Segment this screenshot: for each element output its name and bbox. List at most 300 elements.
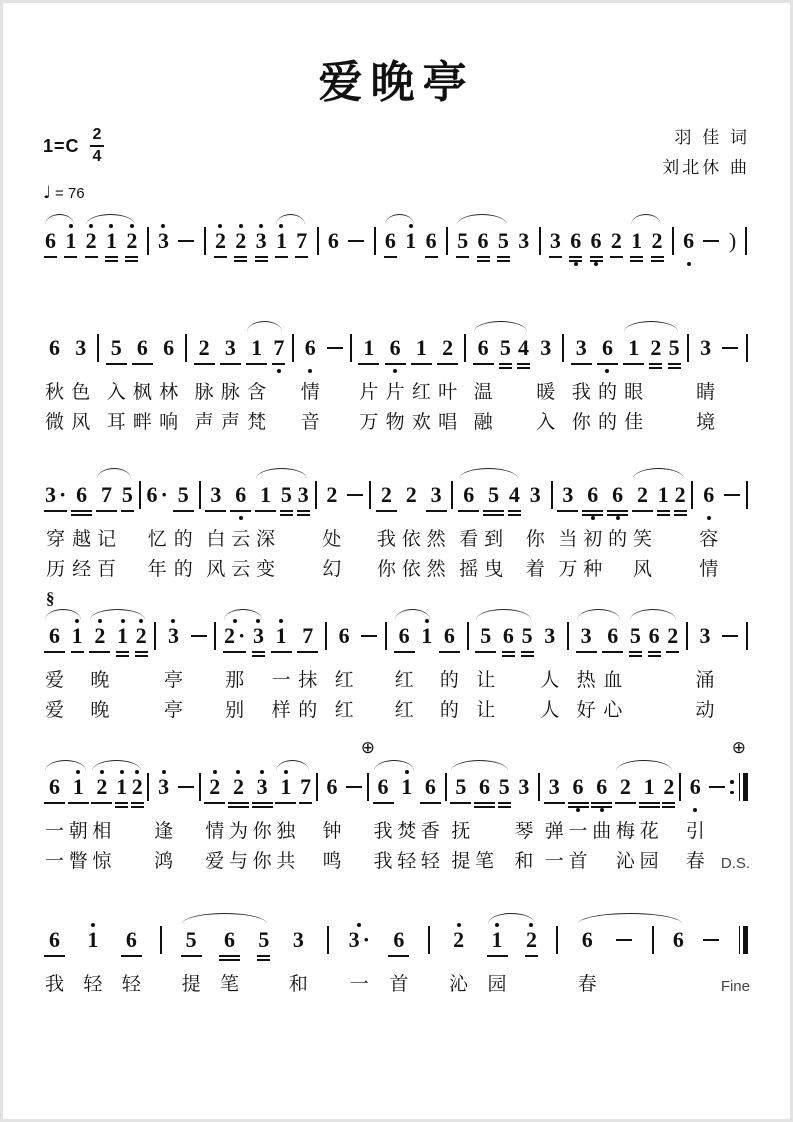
lyric-syllable: 入 [536, 412, 556, 434]
underline-zone [275, 800, 296, 808]
underline-zone [456, 254, 469, 262]
barline [160, 926, 162, 954]
glyph-row [573, 774, 584, 800]
note-digit: 1 [401, 774, 413, 800]
glyph-row [709, 774, 725, 800]
lyric-syllable: 脉 [220, 382, 240, 404]
underline-zone [348, 953, 371, 961]
underline-zone [590, 254, 603, 262]
octave-dot-below [707, 516, 711, 520]
note-token [622, 326, 645, 437]
underline-zone [477, 254, 490, 262]
note-digit: 6 [572, 774, 584, 800]
note-token [375, 473, 398, 584]
note-digit: 6 [443, 623, 455, 649]
underline-zone [662, 800, 675, 808]
underline-zone [498, 800, 511, 808]
beam-underline [632, 510, 653, 512]
lyric-syllable: 一 [45, 851, 65, 873]
glyph-row [224, 927, 235, 953]
note-digit: 5 [280, 482, 292, 508]
lyric-syllable: 惊 [92, 851, 112, 873]
lyric-syllable: 你 [376, 559, 396, 581]
barline [551, 481, 553, 509]
beam-underline [615, 802, 636, 804]
underline-zone [651, 254, 664, 262]
note-digit: 6 [502, 623, 514, 649]
note-digit: 2 [235, 228, 247, 254]
symbol-token [323, 614, 329, 725]
lyric-syllable: 曲 [592, 821, 612, 843]
lyric-syllable: 的 [597, 412, 617, 434]
barline [97, 334, 99, 362]
lyric-syllable: 曳 [484, 559, 504, 581]
lyric-syllable: 焚 [397, 821, 417, 843]
note-token [473, 765, 496, 876]
note-token [520, 614, 535, 725]
note-digit: 6 [463, 482, 475, 508]
underline-zone [345, 800, 363, 808]
glyph-row [480, 623, 491, 649]
glyph-row [431, 482, 442, 508]
underline-zone [288, 953, 309, 961]
symbol-token [315, 219, 321, 270]
beam-underline [497, 256, 510, 258]
glyph-row [349, 927, 370, 953]
note-token [576, 918, 599, 999]
glyph-row [326, 482, 337, 508]
lyric-syllable: 唱 [438, 412, 458, 434]
note-digit: 3 [548, 774, 560, 800]
glyph-row [178, 228, 194, 254]
note-digit: 1 [116, 774, 128, 800]
beam-underline [477, 256, 490, 258]
glyph-row [347, 482, 363, 508]
note-digit: 6 [377, 774, 389, 800]
note-token [245, 326, 268, 437]
underline-zone [89, 649, 110, 657]
note-token [697, 473, 720, 584]
note-digit: 1 [415, 335, 427, 361]
symbol-token [202, 219, 208, 270]
octave-dot-slot-above [405, 765, 409, 774]
beam-underline [275, 256, 288, 258]
octave-dot-slot-below [239, 516, 243, 524]
beam-underline [502, 655, 515, 657]
note-digit: 6 [612, 482, 624, 508]
beam-underline [630, 260, 643, 262]
barline [385, 622, 387, 650]
lyric-syllable: 声 [194, 412, 214, 434]
note-token [172, 473, 195, 584]
underline-zone [158, 361, 179, 369]
beam-underline [483, 510, 504, 512]
note-digit: 3 [348, 927, 360, 953]
note-token [496, 219, 511, 270]
lyric-syllable: 畔 [132, 412, 152, 434]
glyph-row [703, 228, 719, 254]
underline-zone [615, 953, 633, 961]
beam-underline [674, 510, 687, 512]
beam-underline [674, 514, 687, 516]
beam-underline [498, 806, 511, 808]
note-digit: 6 [648, 623, 660, 649]
underline-zone [271, 649, 292, 657]
underline-zone [474, 800, 495, 808]
underline-zone [463, 361, 467, 369]
lyric-syllable: 云 [231, 559, 251, 581]
barline [147, 773, 149, 801]
glyph-row [562, 335, 564, 361]
underline-zone [153, 649, 157, 657]
beam-underline [411, 363, 432, 365]
beam-underline [44, 256, 57, 258]
note-token [152, 765, 175, 876]
glyph-row [49, 774, 60, 800]
glyph-row [596, 774, 607, 800]
glyph-row [325, 623, 327, 649]
closing-paren: ) [728, 228, 737, 254]
lyric-syllable: 当 [558, 529, 578, 551]
note-digit: 3 [529, 482, 541, 508]
note-digit: 6 [477, 335, 489, 361]
underline-zone [358, 361, 379, 369]
beam-underline [425, 256, 438, 258]
note-token [424, 219, 439, 270]
glyph-row [374, 228, 376, 254]
glyph-row [457, 228, 468, 254]
note-digit: 3 [167, 623, 179, 649]
underline-zone [146, 254, 150, 262]
underline-zone [437, 361, 458, 369]
beam-underline [639, 802, 660, 804]
glyph-row [147, 774, 149, 800]
note-token [400, 473, 423, 584]
octave-dot-slot-below [277, 369, 281, 377]
note-token [596, 326, 619, 437]
note-token [419, 765, 442, 876]
lyric-syllable: 睛 [696, 382, 716, 404]
glyph-row [122, 482, 133, 508]
glyph-row [551, 482, 553, 508]
underline-zone [602, 649, 623, 657]
note-digit: 6 [49, 335, 60, 361]
beam-underline [473, 363, 494, 365]
underline-zone [615, 800, 636, 808]
octave-dot-slot-above [218, 219, 222, 228]
beam-underline [205, 510, 226, 512]
beam-underline [591, 802, 612, 804]
underline-zone [427, 953, 431, 961]
note-digit: 6 [49, 927, 60, 953]
lyric-syllable: 经 [72, 559, 92, 581]
glyph-row [683, 228, 694, 254]
octave-dot-slot-below [574, 262, 578, 270]
glyph-row [204, 228, 206, 254]
underline-zone [177, 254, 195, 262]
glyph-row [550, 228, 561, 254]
underline-zone [561, 361, 565, 369]
underline-zone [190, 649, 208, 657]
beam-underline [116, 655, 129, 657]
glyph-row [539, 228, 541, 254]
glyph-row [256, 228, 267, 254]
glyph-row [280, 774, 291, 800]
lyric-syllable: 好 [576, 700, 596, 722]
beam-underline [388, 955, 409, 957]
note-token [457, 473, 480, 584]
lyric-syllable: 爱 [205, 851, 225, 873]
underline-zone [326, 361, 344, 369]
octave-dot-slot-above [279, 614, 283, 623]
lyric-syllable: 轻 [83, 974, 103, 996]
underline-zone [366, 800, 370, 808]
note-digit: 6 [479, 774, 491, 800]
glyph-row [746, 335, 748, 361]
symbol-token [95, 326, 101, 437]
barline [292, 334, 294, 362]
glyph-row [348, 228, 364, 254]
note-token [43, 473, 68, 584]
symbol-token [449, 473, 455, 584]
underline-zone [420, 649, 433, 657]
lyric-syllable: 让 [476, 700, 496, 722]
lyric-syllable: 别 [225, 700, 245, 722]
note-token [436, 326, 459, 437]
glyph-row [136, 623, 147, 649]
glyph-row [679, 774, 681, 800]
beam-underline [521, 651, 534, 653]
symbol-token [290, 326, 296, 437]
note-digit: 2 [674, 482, 686, 508]
note-token [114, 765, 129, 876]
symbol-token [701, 219, 721, 270]
underline-zone [623, 361, 644, 369]
symbol-token [685, 326, 691, 437]
note-digit: 3 [540, 335, 552, 361]
key-and-time-signature [43, 127, 104, 165]
lyric-syllable: 的 [298, 700, 318, 722]
lyric-syllable: 耳 [106, 412, 126, 434]
octave-dot-slot-below [605, 369, 609, 377]
augmentation-dot: · [237, 623, 246, 649]
lyric-syllable: 叶 [438, 382, 458, 404]
underline-zone [300, 361, 321, 369]
lyric-syllable: 变 [256, 559, 276, 581]
glyph-row [405, 228, 416, 254]
glyph-row [302, 623, 313, 649]
note-digit: 5 [457, 228, 469, 254]
note-token [43, 918, 66, 999]
note-digit: 6 [590, 228, 602, 254]
note-token [298, 765, 313, 876]
note-token [84, 219, 99, 270]
note-token [104, 219, 119, 270]
note-token [568, 219, 583, 270]
note-digit: 4 [518, 335, 530, 361]
repeat-dot [730, 780, 734, 784]
lyric-syllable: 我 [373, 821, 393, 843]
lyric-syllable: 首 [568, 851, 588, 873]
augmentation-dot: · [160, 482, 168, 508]
underline-zone [315, 800, 319, 808]
beam-underline [96, 510, 117, 512]
beam-underline [569, 256, 582, 258]
glyph-row [611, 228, 622, 254]
note-token [384, 326, 407, 437]
underline-zone [695, 361, 716, 369]
note-digit: 1 [363, 335, 375, 361]
note-digit: 6 [601, 335, 613, 361]
notes-row [43, 473, 750, 584]
underline-zone [44, 361, 65, 369]
note-token [43, 589, 66, 725]
underline-zone [131, 800, 144, 808]
glyph-row [328, 228, 339, 254]
note-digit: 6 [125, 927, 137, 953]
underline-zone [445, 254, 449, 262]
symbol-token [383, 614, 389, 725]
beam-underline [297, 510, 310, 512]
note-digit: 2 [636, 482, 648, 508]
underline-zone [146, 508, 169, 516]
lyric-syllable: 心 [603, 700, 623, 722]
underline-zone [576, 649, 597, 657]
notes-row [43, 738, 750, 876]
note-token [543, 765, 566, 876]
note-digit: 6 [49, 774, 60, 800]
underline-zone [639, 800, 660, 808]
note-token [556, 473, 579, 584]
underline-zone [458, 508, 479, 516]
note-token [279, 473, 294, 584]
note-token [43, 765, 66, 876]
note-token [609, 219, 624, 270]
note-digit: 1 [87, 927, 99, 953]
note-token [575, 614, 598, 725]
underline-zone [121, 953, 142, 961]
beam-underline [181, 955, 202, 957]
note-token [357, 326, 380, 437]
underline-zone [299, 800, 312, 808]
glyph-row [235, 228, 246, 254]
symbol-token [197, 473, 203, 584]
music-system [43, 589, 750, 725]
underline-zone [708, 800, 726, 808]
note-token [628, 614, 643, 725]
note-token [403, 219, 418, 270]
beam-underline [71, 514, 92, 516]
beam-underline [234, 260, 247, 262]
underline-zone [205, 508, 226, 516]
beam-underline [44, 802, 65, 804]
beam-underline [384, 256, 397, 258]
glyph-row [620, 774, 631, 800]
octave-dot-slot-below [616, 516, 620, 524]
symbol-token [443, 765, 449, 876]
note-token [512, 765, 535, 876]
glyph-row [722, 623, 738, 649]
glyph-row [672, 228, 674, 254]
underline-zone [682, 254, 695, 262]
glyph-row [687, 335, 689, 361]
thin-barline [739, 773, 741, 801]
sustain-dash [346, 786, 362, 788]
meta-row [43, 123, 750, 181]
note-digit: 6 [607, 623, 619, 649]
underline-zone [297, 508, 310, 516]
segno-icon: § [46, 589, 55, 609]
beam-underline [639, 806, 660, 808]
octave-dot-below [687, 262, 691, 266]
glyph-row [49, 623, 60, 649]
symbol-token [554, 918, 560, 999]
glyph-row [746, 623, 748, 649]
note-digit: 6 [76, 482, 88, 508]
beam-underline [571, 363, 592, 365]
note-digit: 6 [235, 482, 247, 508]
glyph-row [76, 482, 87, 508]
lyric-syllable: 人 [540, 670, 560, 692]
underline-zone [96, 361, 100, 369]
glyph-row [729, 228, 736, 254]
underline-zone [497, 254, 510, 262]
glyph-row [111, 335, 122, 361]
note-token [256, 918, 271, 999]
glyph-row [425, 774, 436, 800]
glyph-row [745, 228, 747, 254]
octave-dot-slot-above [121, 614, 125, 623]
beam-underline [477, 260, 490, 262]
lyric-syllable: 风 [71, 412, 91, 434]
note-digit: 6 [327, 228, 339, 254]
symbol-token [212, 614, 218, 725]
note-digit: 5 [629, 623, 641, 649]
glyph-row [567, 623, 569, 649]
glyph-row [526, 927, 537, 953]
symbol-token [367, 473, 373, 584]
sustain-dash [616, 939, 632, 941]
glyph-row [446, 228, 448, 254]
underline-zone [582, 508, 603, 516]
note-digit: 2 [96, 774, 108, 800]
note-digit: 6 [136, 335, 148, 361]
note-token [120, 473, 135, 584]
note-digit: 6 [398, 623, 410, 649]
lyric-syllable: 到 [484, 529, 504, 551]
glyph-row [233, 774, 244, 800]
note-token [219, 326, 242, 437]
lyric-syllable: 微 [45, 412, 65, 434]
underline-zone [159, 953, 163, 961]
music-systems [43, 219, 750, 999]
glyph-row [652, 927, 654, 953]
composer-credit: 刘北休 曲 [662, 158, 750, 178]
lyric-syllable: 的 [173, 529, 193, 551]
note-digit: 2 [126, 228, 138, 254]
beam-underline [280, 510, 293, 512]
underline-zone [297, 649, 318, 657]
beam-underline [71, 510, 92, 512]
barline [746, 622, 748, 650]
lyric-syllable: 的 [608, 529, 628, 551]
glyph-row [498, 228, 509, 254]
note-digit: 3 [158, 774, 170, 800]
glyph-row [126, 927, 137, 953]
beam-underline [557, 510, 578, 512]
note-digit: 2 [663, 774, 675, 800]
note-token [393, 614, 416, 725]
